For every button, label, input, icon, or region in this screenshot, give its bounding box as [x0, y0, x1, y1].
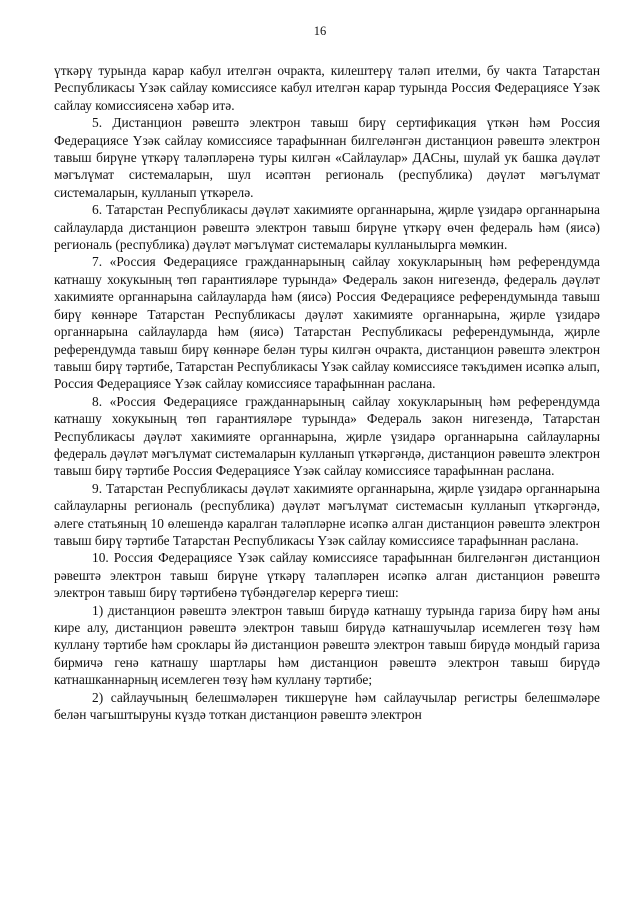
paragraph-9: 9. Татарстан Республикасы дәүләт хакимияте органнарына, җирле үзидарә органнарына сайлауларны региональ (республика) дәүләт мәгълүмат системасын кулланып үткәргәндә, әлеге статьяның 10 өлешендә каралган таләпләрне исәпкә алган дистанцион рәвештә электрон тавыш бирү тәртибе Татарстан Республикасы Үзәк сайлау комиссиясе тарафыннан раслана. — [54, 480, 600, 548]
paragraph-continuation: үткәрү турында карар кабул ителгән очракта, килештерү таләп ителми, бу чакта Татарстан Республикасы Үзәк сайлау комиссиясе кабул ителгән карар турында Россия Федерациясе Үзәк сайлау комиссиясенә хәбәр итә. — [54, 63, 600, 113]
paragraph-7: 7. «Россия Федерациясе гражданнарының сайлау хокукларының һәм референдумда катнашу хокукының төп гарантияләре турында» Федераль закон нигезендә, федераль дәүләт хакимияте органнарына сайлауларда һәм (яисә) Россия Федерациясе референдумында тавыш бирү көннәре Татарстан Республикасы дәүләт хакимияте органнарына, җирле үзидарә органнарына сайлауларда һәм (яисә) Татарстан Республикасы референдумында, җирле референдумда тавыш бирү көннәре белән туры килгән очракта, дистанцион рәвештә электрон тавыш бирү тәртибе, Татарстан Республикасы Үзәк сайлау комиссиясе тәкъдимен исәпкә алып, Россия Федерациясе Үзәк сайлау комиссиясе тарафыннан раслана. — [54, 254, 600, 392]
page-number: 16 — [313, 24, 327, 38]
paragraph-5: 5. Дистанцион рәвештә электрон тавыш бирү сертификация үткән һәм Россия Федерациясе Үзәк сайлау комиссиясе тарафыннан билгеләнгән дистанцион рәвештә электрон тавыш бирүне үткәрү таләпләренә туры килгән «Сайлаулар» ДАСны, шулай ук башка дәүләт мәгълүмат системаларын, шул исәптән региональ (республика) дәүләт мәгълүмат системаларын, кулланып үткәрелә. — [54, 115, 600, 200]
list-item-1: 1) дистанцион рәвештә электрон тавыш бирүдә катнашу турында гариза бирү һәм аны кире алу, дистанцион рәвештә электрон тавыш бирүдә катнашучылар исемлеген төзү һәм куллану тәртибе һәм сроклары йә дистанцион рәвештә электрон тавыш бирүдә мондый гариза бирмичә генә катнашу шартлары һәм дистанцион рәвештә электрон тавыш бирүдә катнашканнарның исемлеген төзү һәм куллану тәртибе; — [54, 602, 600, 688]
paragraph-8: 8. «Россия Федерациясе гражданнарының сайлау хокукларының һәм референдумда катнашу хокукының төп гарантияләре турында» Федераль закон нигезендә, Татарстан Республикасы дәүләт хакимияте органнарына, җирле үзидарә органнарына сайлауларны федераль дәүләт мәгълүмат системаларын кулланып үткәргәндә, дистанцион рәвештә электрон тавыш бирү тәртибе Россия Федерациясе Үзәк сайлау комиссиясе тарафыннан раслана. — [54, 393, 600, 479]
list-item-2: 2) сайлаучының белешмәләрен тикшерүне һәм сайлаучылар регистры белешмәләре белән чагыштыруны күздә тоткан дистанцион рәвештә электрон — [54, 689, 600, 723]
paragraph-10: 10. Россия Федерациясе Үзәк сайлау комиссиясе тарафыннан билгеләнгән дистанцион рәвештә электрон тавыш бирүне үткәрү таләпләрен исәпкә алган дистанцион рәвештә электрон тавыш бирү тәртибенә түбәндәгеләр керергә тиеш: — [54, 550, 600, 601]
paragraph-6: 6. Татарстан Республикасы дәүләт хакимияте органнарына, җирле үзидарә органнарына сайлауларда дистанцион рәвештә электрон тавыш бирүне үткәрү өчен федераль һәм (яисә) региональ (республика) дәүләт мәгълүмат системалары кулланылырга мөмкин. — [54, 202, 600, 253]
document-body — [54, 62, 600, 723]
